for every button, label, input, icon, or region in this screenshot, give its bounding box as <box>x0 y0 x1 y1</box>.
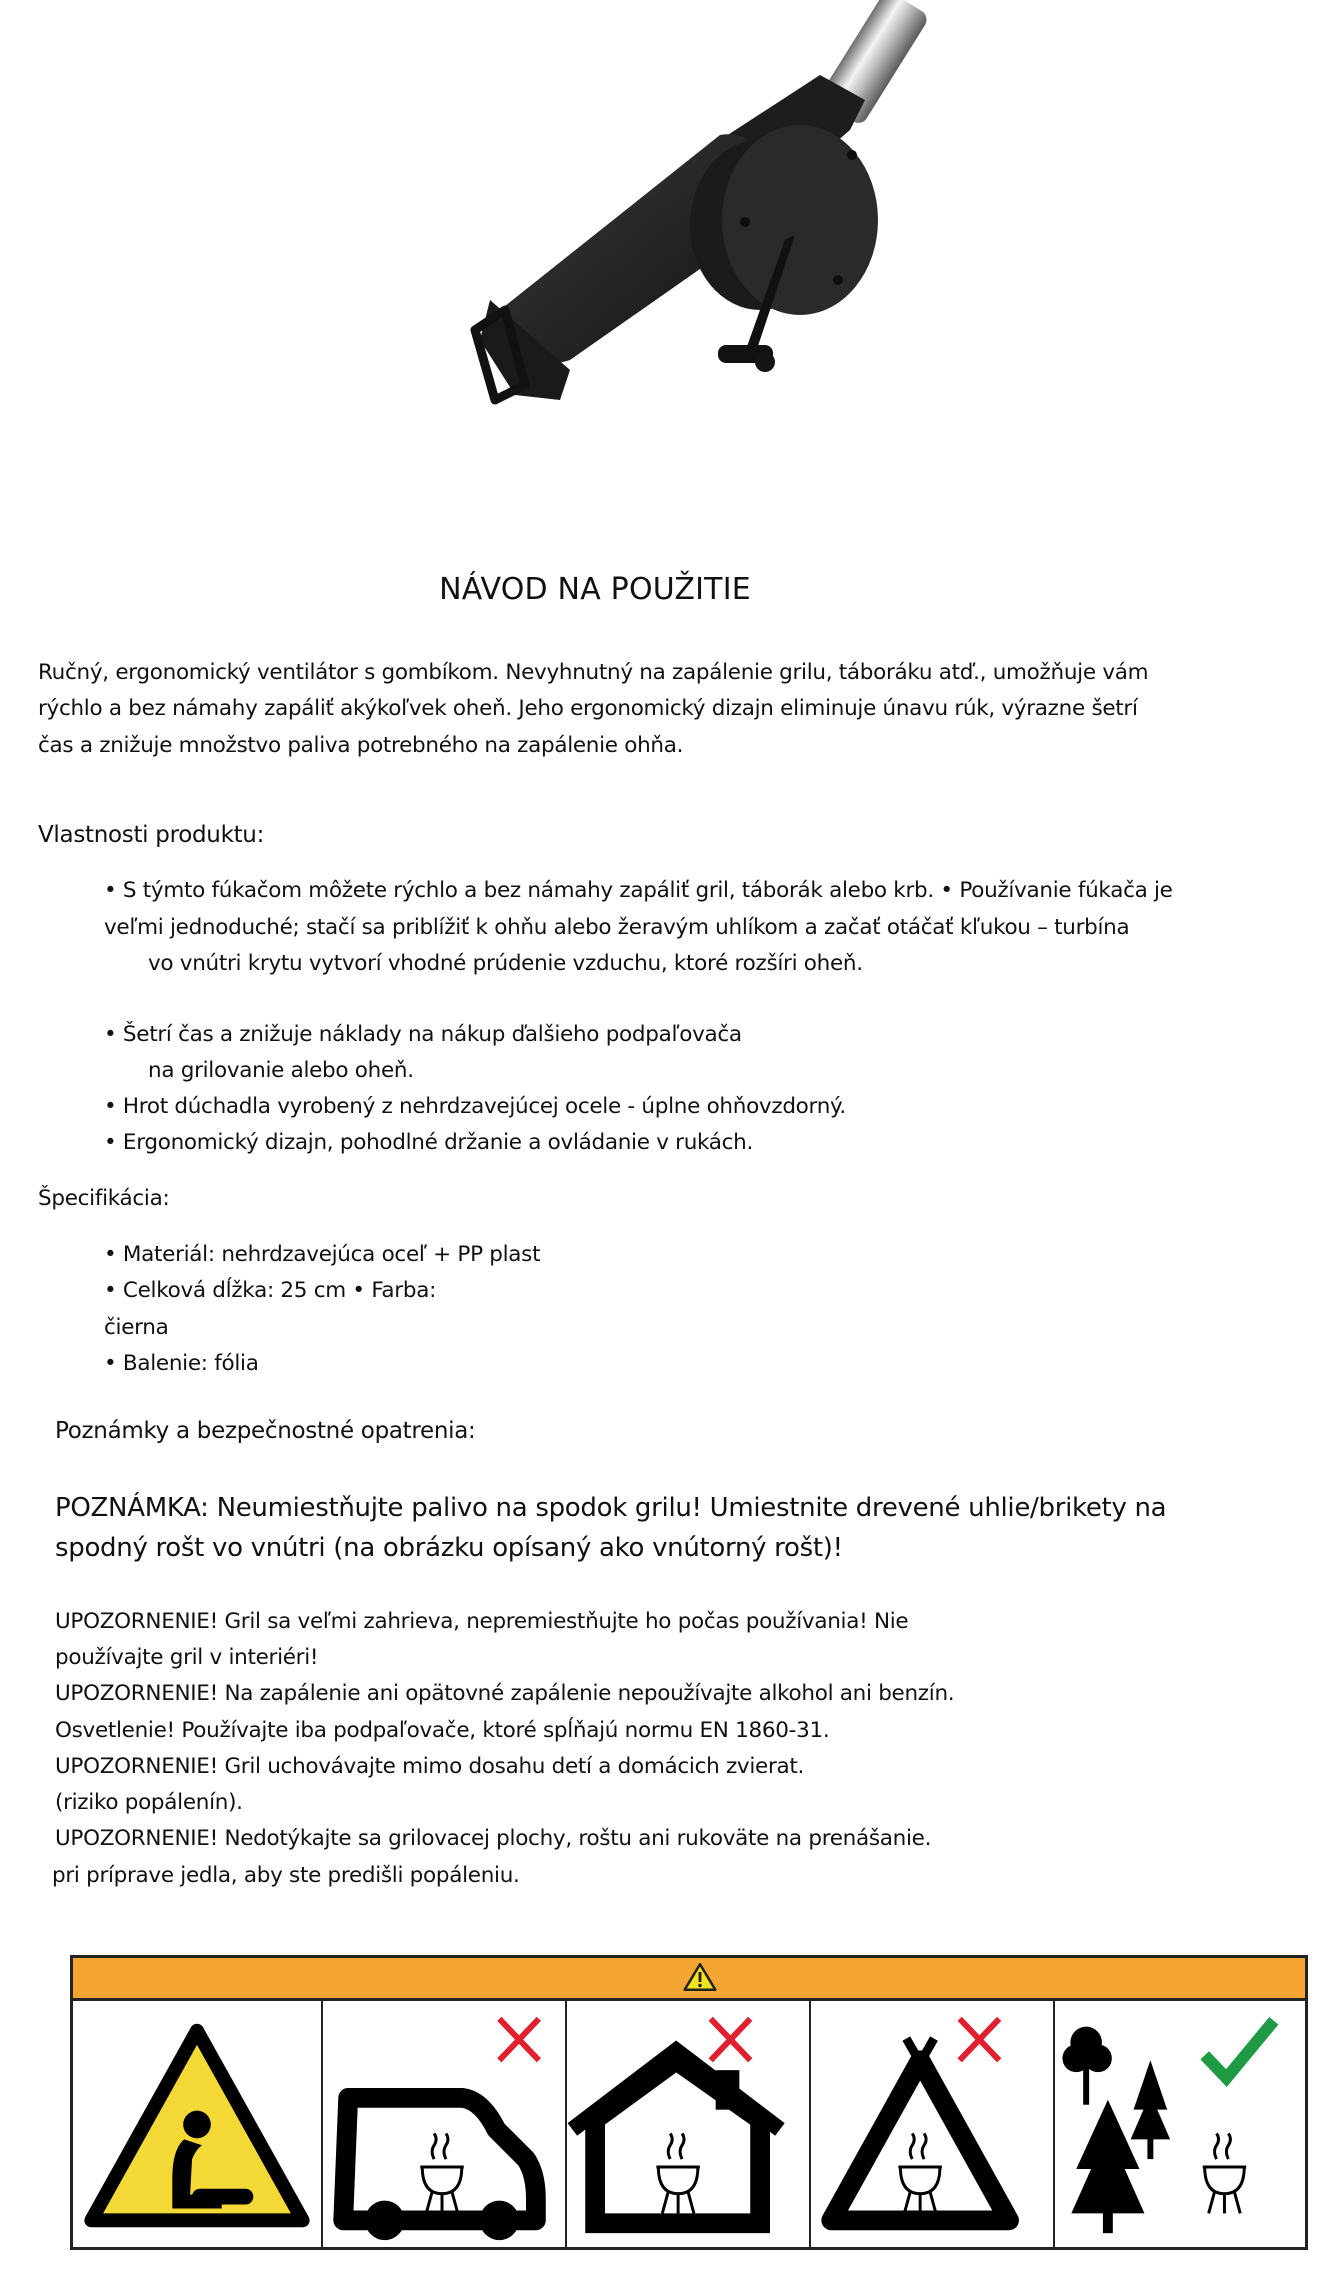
grill-in-tent-icon <box>811 2001 1053 2247</box>
check-icon <box>1205 2021 1274 2078</box>
panel-grill-outdoors-ok <box>1055 2001 1305 2247</box>
specs-heading: Špecifikácia: <box>38 1186 170 1211</box>
warning-line: UPOZORNENIE! Gril uchovávajte mimo dosahu detí a domácich zvierat. <box>55 1754 805 1779</box>
grill-in-vehicle-icon <box>323 2001 565 2247</box>
warning-line: UPOZORNENIE! Gril sa veľmi zahrieva, nepremiestňujte ho počas používania! Nie <box>55 1609 909 1634</box>
safety-pictogram-strip <box>70 1955 1308 2250</box>
warning-line: UPOZORNENIE! Na zapálenie ani opätovné zapálenie nepoužívajte alkohol ani benzín. <box>55 1681 955 1706</box>
carbon-monoxide-warning-icon <box>73 2001 321 2247</box>
grill-icon <box>898 2133 941 2213</box>
cross-icon <box>499 2019 539 2060</box>
hand-crank-blower-icon <box>420 0 1000 430</box>
warning-band <box>73 1958 1305 2001</box>
panel-no-grill-in-house <box>567 2001 811 2247</box>
feature-line: • Hrot dúchadla vyrobený z nehrdzavejúcej ocele - úplne ohňovzdorný. <box>104 1094 846 1119</box>
intro-line: Ručný, ergonomický ventilátor s gombíkom. Nevyhnutný na zapálenie grilu, táboráku atď., umožňuje vám <box>38 660 1149 685</box>
warning-line: používajte gril v interiéri! <box>55 1645 319 1670</box>
product-image <box>420 0 1000 430</box>
spec-line: • Balenie: fólia <box>104 1351 259 1376</box>
grill-icon <box>656 2133 699 2213</box>
cross-icon <box>711 2019 751 2060</box>
grill-icon <box>1203 2133 1246 2213</box>
features-heading: Vlastnosti produktu: <box>38 822 265 848</box>
warning-line: (riziko popálenín). <box>55 1790 243 1815</box>
spec-line: čierna <box>104 1315 169 1340</box>
feature-line: • Ergonomický dizajn, pohodlné držanie a ovládanie v rukách. <box>104 1130 754 1155</box>
panel-no-grill-in-vehicle <box>323 2001 567 2247</box>
warning-line: pri príprave jedla, aby ste predišli popáleniu. <box>52 1863 520 1888</box>
panel-carbon-monoxide <box>73 2001 323 2247</box>
note-line: POZNÁMKA: Neumiestňujte palivo na spodok grilu! Umiestnite drevené uhlie/brikety na <box>55 1493 1167 1523</box>
warning-triangle-icon <box>683 1962 717 1992</box>
panel-no-grill-in-tent <box>811 2001 1055 2247</box>
notes-heading: Poznámky a bezpečnostné opatrenia: <box>55 1418 476 1444</box>
grill-icon <box>420 2133 463 2213</box>
spec-line: • Materiál: nehrdzavejúca oceľ + PP plast <box>104 1242 541 1267</box>
grill-in-house-icon <box>567 2001 809 2247</box>
feature-line: • S týmto fúkačom môžete rýchlo a bez námahy zapáliť gril, táborák alebo krb. • Používanie fúkača je <box>104 878 1173 903</box>
feature-line: veľmi jednoduché; stačí sa priblížiť k ohňu alebo žeravým uhlíkom a začať otáčať kľukou – turbína <box>104 915 1130 940</box>
intro-line: rýchlo a bez námahy zapáliť akýkoľvek oheň. Jeho ergonomický dizajn eliminuje únavu rúk, výrazne šetrí <box>38 696 1138 721</box>
tree-icon <box>1062 2027 1170 2233</box>
note-line: spodný rošt vo vnútri (na obrázku opísaný ako vnútorný rošt)! <box>55 1533 843 1563</box>
feature-line: na grilovanie alebo oheň. <box>148 1058 414 1083</box>
warning-line: Osvetlenie! Používajte iba podpaľovače, ktoré spĺňajú normu EN 1860-31. <box>55 1718 830 1743</box>
grill-outdoors-trees-icon <box>1055 2001 1305 2247</box>
spec-line: • Celková dĺžka: 25 cm • Farba: <box>104 1278 437 1303</box>
intro-line: čas a znižuje množstvo paliva potrebného na zapálenie ohňa. <box>38 733 684 758</box>
feature-line: vo vnútri krytu vytvorí vhodné prúdenie vzduchu, ktoré rozšíri oheň. <box>148 951 863 976</box>
page-title: NÁVOD NA POUŽITIE <box>439 572 751 607</box>
warning-line: UPOZORNENIE! Nedotýkajte sa grilovacej plochy, roštu ani rukoväte na prenášanie. <box>55 1826 932 1851</box>
cross-icon <box>960 2019 1000 2060</box>
feature-line: • Šetrí čas a znižuje náklady na nákup ďalšieho podpaľovača <box>104 1022 742 1047</box>
